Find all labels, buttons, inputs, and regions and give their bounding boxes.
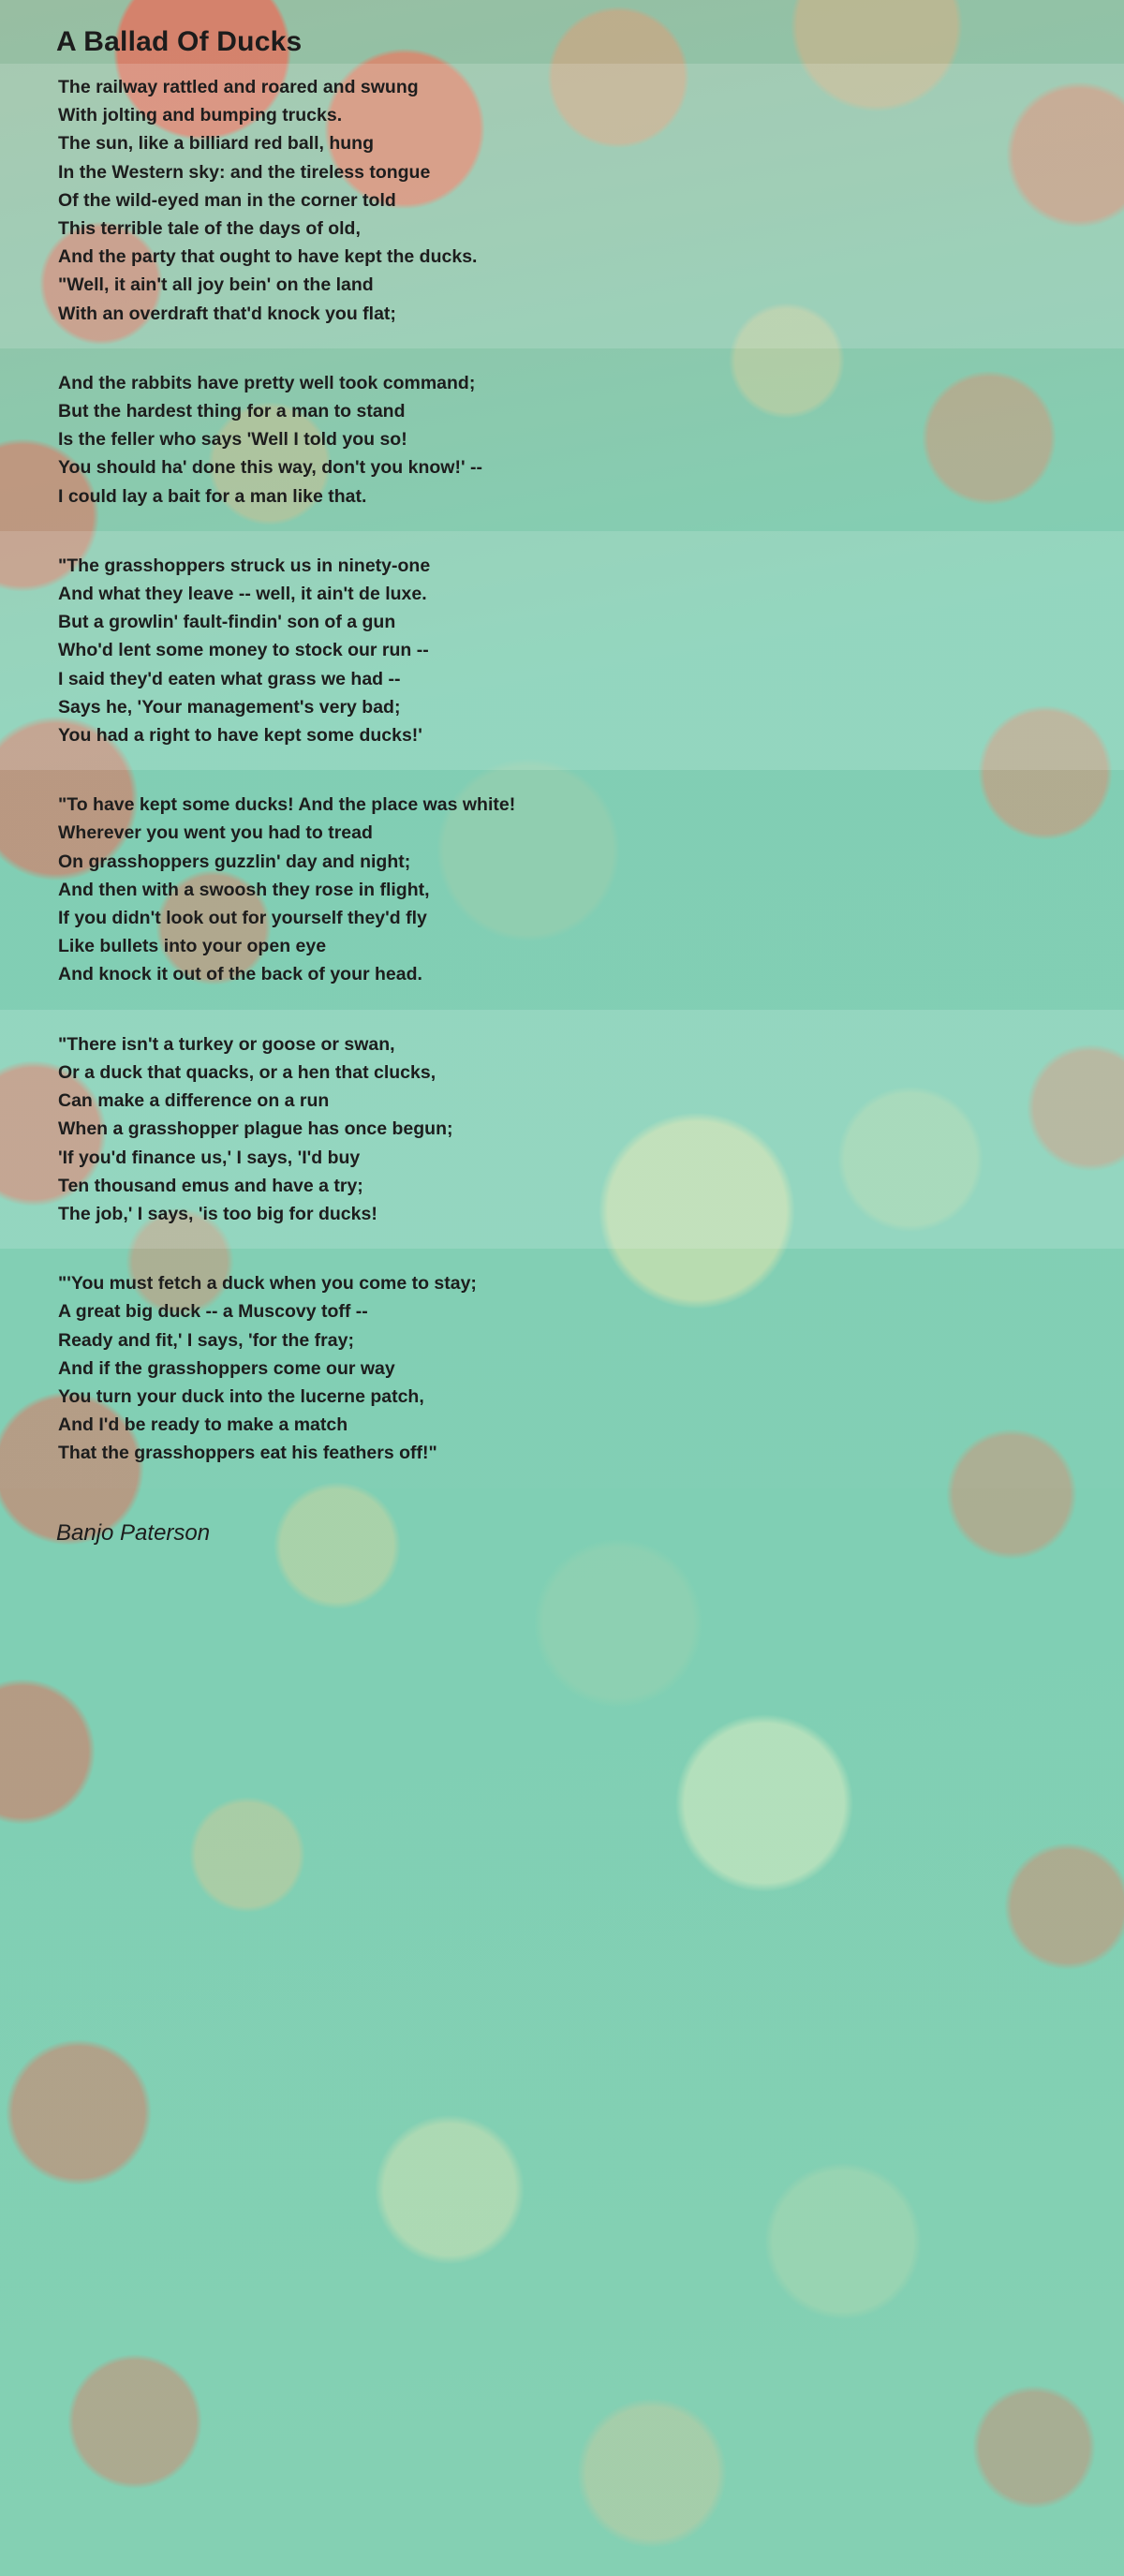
author-name: Banjo Paterson — [56, 1519, 211, 1546]
poem-line: "There isn't a turkey or goose or swan, — [58, 1033, 395, 1055]
poem-line: You turn your duck into the lucerne patch, — [58, 1385, 424, 1407]
poem-line: And the party that ought to have kept the ducks. — [58, 246, 478, 268]
poem-line: On grasshoppers guzzlin' day and night; — [58, 851, 411, 872]
poem-line: And knock it out of the back of your head. — [58, 964, 422, 985]
stanza-4 — [0, 770, 1124, 1009]
poem-line: Says he, 'Your management's very bad; — [58, 696, 401, 718]
poem-line: And what they leave -- well, it ain't de luxe. — [58, 584, 427, 605]
poem-line: That the grasshoppers eat his feathers off!" — [58, 1443, 437, 1464]
poem-line: You should ha' done this way, don't you know!' -- — [58, 457, 483, 479]
poem-line: With jolting and bumping trucks. — [58, 105, 343, 126]
poem-line: But the hardest thing for a man to stand — [58, 401, 406, 422]
stanza-3 — [0, 531, 1124, 770]
poem-line: Is the feller who says 'Well I told you so! — [58, 429, 407, 451]
poem-line: Can make a difference on a run — [58, 1090, 330, 1112]
poem-line: Who'd lent some money to stock our run -- — [58, 640, 429, 661]
poem-line: Of the wild-eyed man in the corner told — [58, 189, 396, 211]
page-title: A Ballad Of Ducks — [56, 26, 303, 57]
poem-line: And the rabbits have pretty well took command; — [58, 372, 476, 393]
author-band — [0, 1488, 1124, 1547]
title-band — [0, 0, 1124, 64]
poem-line: "'You must fetch a duck when you come to stay; — [58, 1273, 477, 1295]
poem-line: You had a right to have kept some ducks!' — [58, 725, 422, 747]
poem-line: 'If you'd finance us,' I says, 'I'd buy — [58, 1147, 361, 1168]
poem-line: And then with a swoosh they rose in flight, — [58, 879, 430, 900]
poem-line: The sun, like a billiard red ball, hung — [58, 133, 374, 155]
poem-line: Wherever you went you had to tread — [58, 822, 373, 844]
poem-line: And if the grasshoppers come our way — [58, 1357, 395, 1379]
poem-line: "Well, it ain't all joy bein' on the land — [58, 274, 374, 296]
poem-line: "The grasshoppers struck us in ninety-one — [58, 555, 431, 576]
poem-line: Ready and fit,' I says, 'for the fray; — [58, 1329, 354, 1351]
poem-line: Or a duck that quacks, or a hen that clucks, — [58, 1061, 436, 1083]
poem-line: This terrible tale of the days of old, — [58, 218, 361, 240]
poem-line: Ten thousand emus and have a try; — [58, 1175, 363, 1196]
poem-line: With an overdraft that'd knock you flat; — [58, 303, 396, 324]
poem-line: "To have kept some ducks! And the place was white! — [58, 794, 516, 816]
poem-line: The railway rattled and roared and swung — [58, 77, 419, 97]
poem-line: And I'd be ready to make a match — [58, 1414, 348, 1436]
poem-line: A great big duck -- a Muscovy toff -- — [58, 1301, 368, 1323]
stanza-5 — [0, 1010, 1124, 1249]
poem-line: But a growlin' fault-findin' son of a gun — [58, 612, 396, 633]
poem-line: The job,' I says, 'is too big for ducks! — [58, 1203, 377, 1224]
poem-line: Like bullets into your open eye — [58, 936, 327, 957]
poem-line: I could lay a bait for a man like that. — [58, 485, 367, 507]
poem-line: If you didn't look out for yourself they'd fly — [58, 908, 427, 929]
poem-line: When a grasshopper plague has once begun; — [58, 1118, 453, 1140]
poem-line: I said they'd eaten what grass we had -- — [58, 668, 401, 689]
poem-line: In the Western sky: and the tireless tongue — [58, 161, 431, 183]
stanza-1 — [0, 64, 1124, 348]
stanza-6 — [0, 1249, 1124, 1488]
stanza-2 — [0, 348, 1124, 531]
